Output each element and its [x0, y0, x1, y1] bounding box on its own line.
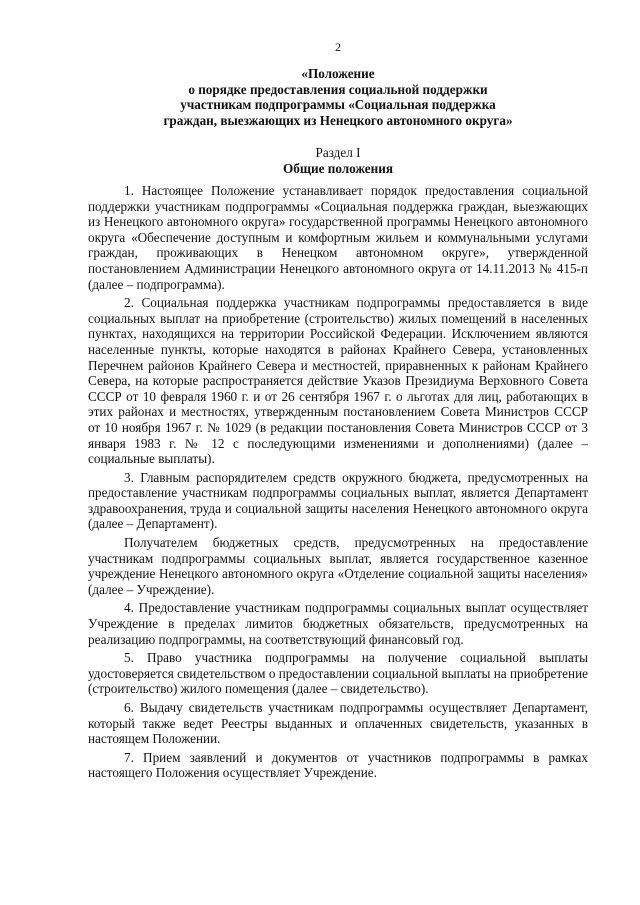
paragraph: 6. Выдачу свидетельств участникам подпрограммы осуществляет Департамент, который также ведет Реестры выданных и оплаченных свидетельств, указанных в настоящем Положении.	[88, 700, 588, 747]
page-number: 2	[335, 40, 341, 54]
body-text	[88, 183, 588, 784]
paragraph: 5. Право участника подпрограммы на получение социальной выплаты удостоверяется свидетельством о предоставлении социальной выплаты на приобретение (строительство) жилого помещения (далее – свидетельство).	[88, 650, 588, 697]
paragraph: 2. Социальная поддержка участникам подпрограммы предоставляется в виде социальных выплат на приобретение (строительство) жилых помещений в населенных пунктах, находящихся на территории Российской Федерации. Исключением являются населенные пункты, которые находятся в районах Крайнего Севера, установленных Перечнем районов Крайнего Севера и местностей, приравненных к районам Крайнего Севера, на которые распространяется действие Указов Президиума Верховного Совета СССР от 10 февраля 1960 г. и от 26 сентября 1967 г. о льготах для лиц, работающих в этих районах и местностях, утвержденным постановлением Совета Министров СССР от 10 ноября 1967 г. № 1029 (в редакции постановления Совета Министров СССР от 3 января 1983 г. № 12 с последующими изменениями и дополнениями) (далее – социальные выплаты).	[88, 295, 588, 467]
paragraph: Получателем бюджетных средств, предусмотренных на предоставление участникам подпрограммы социальных выплат, является государственное казенное учреждение Ненецкого автономного округа «Отделение социальной защиты населения» (далее – Учреждение).	[88, 535, 588, 597]
paragraph: 3. Главным распорядителем средств окружного бюджета, предусмотренных на предоставление участникам подпрограммы социальных выплат, является Департамент здравоохранения, труда и социальной защиты населения Ненецкого автономного округа (далее – Департамент).	[88, 469, 588, 532]
paragraph: 7. Прием заявлений и документов от участников подпрограммы в рамках настоящего Положения осуществляет Учреждение.	[88, 749, 588, 781]
document-page	[88, 0, 588, 905]
document-title	[88, 66, 588, 128]
paragraph: 1. Настоящее Положение устанавливает порядок предоставления социальной поддержки участникам подпрограммы «Социальная поддержка граждан, выезжающих из Ненецкого автономного округа» государственной программы Ненецкого автономного округа «Обеспечение доступным и комфортным жильем и коммунальными услугами граждан, проживающих в Ненецком автономном округе», утвержденной постановлением Администрации Ненецкого автономного округа от 14.11.2013 № 415-п (далее – подпрограмма).	[88, 183, 588, 292]
title-line: граждан, выезжающих из Ненецкого автономного округа»	[163, 112, 513, 128]
title-line: участникам подпрограммы «Социальная поддержка	[180, 97, 496, 113]
title-line: о порядке предоставления социальной поддержки	[188, 81, 488, 97]
section-title: Общие положения	[283, 161, 393, 176]
paragraph: 4. Предоставление участникам подпрограммы социальных выплат осуществляет Учреждение в пределах лимитов бюджетных обязательств, предусмотренных на реализацию подпрограммы, на соответствующий финансовый год.	[88, 600, 588, 647]
section-label: Раздел I	[315, 145, 361, 160]
title-line: «Положение	[301, 66, 375, 81]
